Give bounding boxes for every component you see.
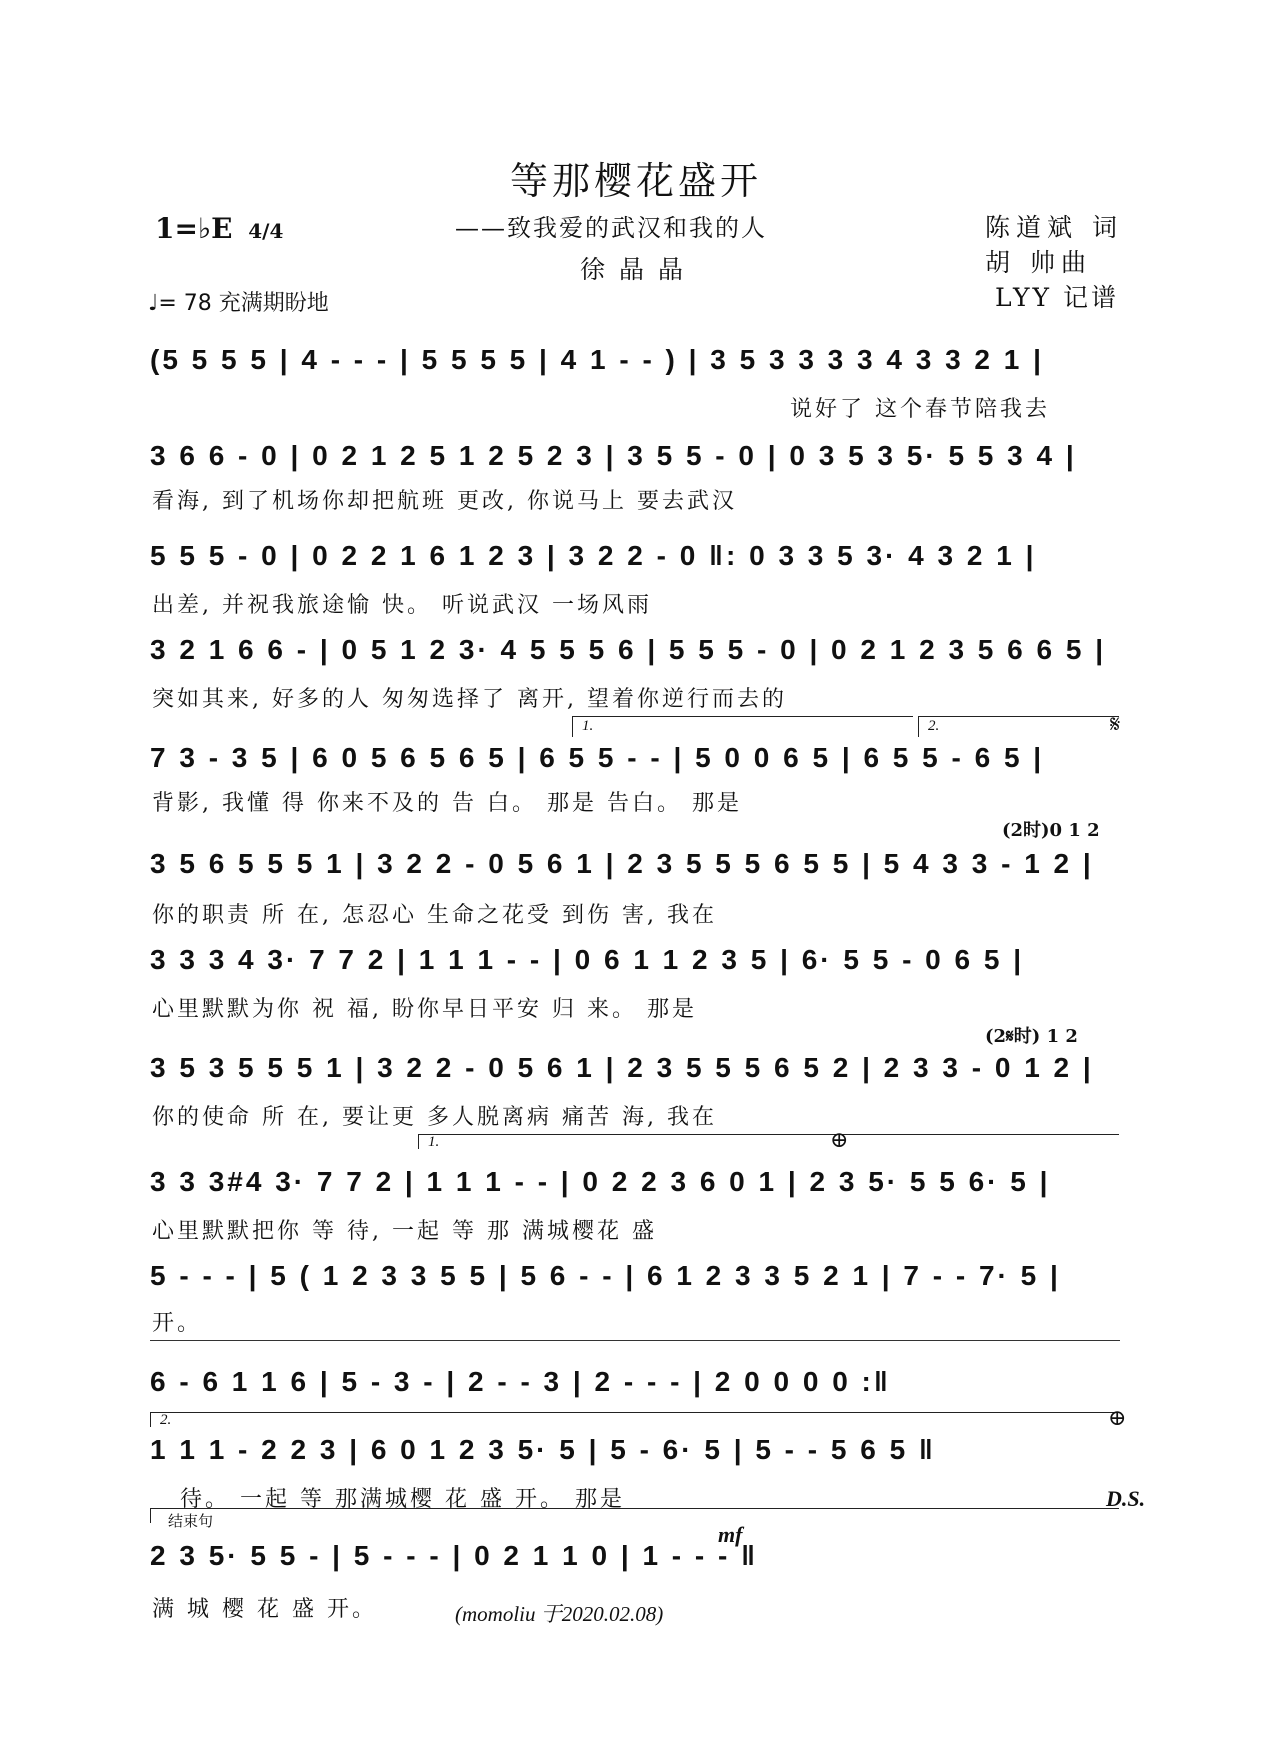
notation-line-5: 7 3 - 3 5 | 6 0 5 6 5 6 5 | 6 5 5 - - | 5 0 0 6 5 | 6 5 5 - 6 5 | xyxy=(150,742,1045,773)
notation-line-9: 3 3 3#4 3· 7 7 2 | 1 1 1 - - | 0 2 2 3 6 0 1 | 2 3 5· 5 5 6· 5 | xyxy=(150,1166,1051,1197)
notation-line-6: 3 5 6 5 5 5 1 | 3 2 2 - 0 5 6 1 | 2 3 5 5 5 6 5 5 | 5 4 3 3 - 1 2 | xyxy=(150,848,1094,879)
section-rule xyxy=(150,1340,1120,1341)
coda-icon: ⊕ xyxy=(830,1128,849,1153)
transcription-footer: (momoliu 于2020.02.08) xyxy=(455,1602,664,1626)
notation-line-1: (5 5 5 5 | 4 - - - | 5 5 5 5 | 4 1 - - ) | 3 5 3 3 3 3 4 3 3 2 1 | xyxy=(150,344,1044,375)
ds-marking: D.S. xyxy=(1106,1486,1146,1511)
lyric-line-9: 心里默默把你 等 待, 一起 等 那 满城樱花 盛 xyxy=(152,1219,657,1244)
notation-line-11: 6 - 6 1 1 6 | 5 - 3 - | 2 - - 3 | 2 - - - | 2 0 0 0 0 :‖ xyxy=(150,1366,891,1397)
singer: 徐晶晶 xyxy=(580,255,698,284)
key-signature xyxy=(155,212,283,245)
coda-icon-2: ⊕ xyxy=(1108,1406,1127,1431)
volta-4-label: 2. xyxy=(160,1412,172,1428)
tempo-marking: ♩= 78 充满期盼地 xyxy=(148,291,329,316)
ending-tag: 结束句 xyxy=(168,1512,214,1530)
notation-line-13: 2 3 5· 5 5 - | 5 - - - | 0 2 1 1 0 | 1 - - - ‖ xyxy=(150,1540,759,1571)
lyric-line-3: 出差, 并祝我旅途愉 快。 听说武汉 一场风雨 xyxy=(152,593,652,618)
volta-3-label: 1. xyxy=(428,1134,440,1150)
volta-bracket-4 xyxy=(150,1412,1119,1427)
volta-bracket-1 xyxy=(572,716,913,737)
lyric-line-4: 突如其来, 好多的人 匆匆选择了 离开, 望着你逆行而去的 xyxy=(152,687,787,712)
lyricist-credit: 陈道斌 词 xyxy=(985,213,1123,242)
dynamic-marking: mf xyxy=(718,1522,743,1547)
notation-line-2: 3 6 6 - 0 | 0 2 1 2 5 1 2 5 2 3 | 3 5 5 - 0 | 0 3 5 3 5· 5 5 3 4 | xyxy=(150,440,1077,471)
notation-line-7: 3 3 3 4 3· 7 7 2 | 1 1 1 - - | 0 6 1 1 2 3 5 | 6· 5 5 - 0 6 5 | xyxy=(150,944,1025,975)
volta-1-label: 1. xyxy=(582,718,594,734)
lyric-line-7: 心里默默为你 祝 福, 盼你早日平安 归 来。 那是 xyxy=(152,997,697,1022)
transcriber-credit: LYY 记谱 xyxy=(995,283,1119,312)
second-segno-time-note: (2𝄋时) 1 2 xyxy=(985,1026,1078,1047)
lyric-line-10: 开。 xyxy=(152,1311,203,1336)
volta-bracket-3 xyxy=(418,1134,1119,1149)
subtitle: ——致我爱的武汉和我的人 xyxy=(455,214,767,242)
ending-bracket xyxy=(150,1508,1119,1523)
notation-line-8: 3 5 3 5 5 5 1 | 3 2 2 - 0 5 6 1 | 2 3 5 5 5 6 5 2 | 2 3 3 - 0 1 2 | xyxy=(150,1052,1094,1083)
lyric-line-13: 满 城 樱 花 盛 开。 xyxy=(152,1597,377,1622)
lyric-line-12: 待。 一起 等 那满城樱 花 盛 开。 那是 xyxy=(180,1487,625,1512)
key-text: 1=♭E xyxy=(155,212,233,245)
notation-line-12: 1 1 1 - 2 2 3 | 6 0 1 2 3 5· 5 | 5 - 6· 5 | 5 - - 5 6 5 ‖ xyxy=(150,1434,936,1465)
volta-2-label: 2. xyxy=(928,718,940,734)
time-signature: 4/4 xyxy=(248,219,284,243)
lyric-line-5: 背影, 我懂 得 你来不及的 告 白。 那是 告白。 那是 xyxy=(152,791,742,816)
lyric-line-1: 说好了 这个春节陪我去 xyxy=(790,397,1050,422)
segno-icon: 𝄋 xyxy=(1110,710,1121,738)
notation-line-3: 5 5 5 - 0 | 0 2 2 1 6 1 2 3 | 3 2 2 - 0 ‖: 0 3 3 5 3· 4 3 2 1 | xyxy=(150,540,1037,571)
lyric-line-2: 看海, 到了机场你却把航班 更改, 你说马上 要去武汉 xyxy=(152,489,737,514)
notation-line-4: 3 2 1 6 6 - | 0 5 1 2 3· 4 5 5 5 6 | 5 5 5 - 0 | 0 2 1 2 3 5 6 6 5 | xyxy=(150,634,1107,665)
notation-line-10: 5 - - - | 5 ( 1 2 3 3 5 5 | 5 6 - - | 6 1 2 3 3 5 2 1 | 7 - - 7· 5 | xyxy=(150,1260,1061,1291)
lyric-line-8: 你的使命 所 在, 要让更 多人脱离病 痛苦 海, 我在 xyxy=(152,1105,717,1130)
composer-credit: 胡 帅曲 xyxy=(985,248,1092,277)
volta-bracket-2 xyxy=(918,716,1119,737)
page-title: 等那樱花盛开 xyxy=(509,159,762,203)
second-time-note: (2时)0 1 2 xyxy=(1002,820,1100,841)
lyric-line-6: 你的职责 所 在, 怎忍心 生命之花受 到伤 害, 我在 xyxy=(152,903,717,928)
